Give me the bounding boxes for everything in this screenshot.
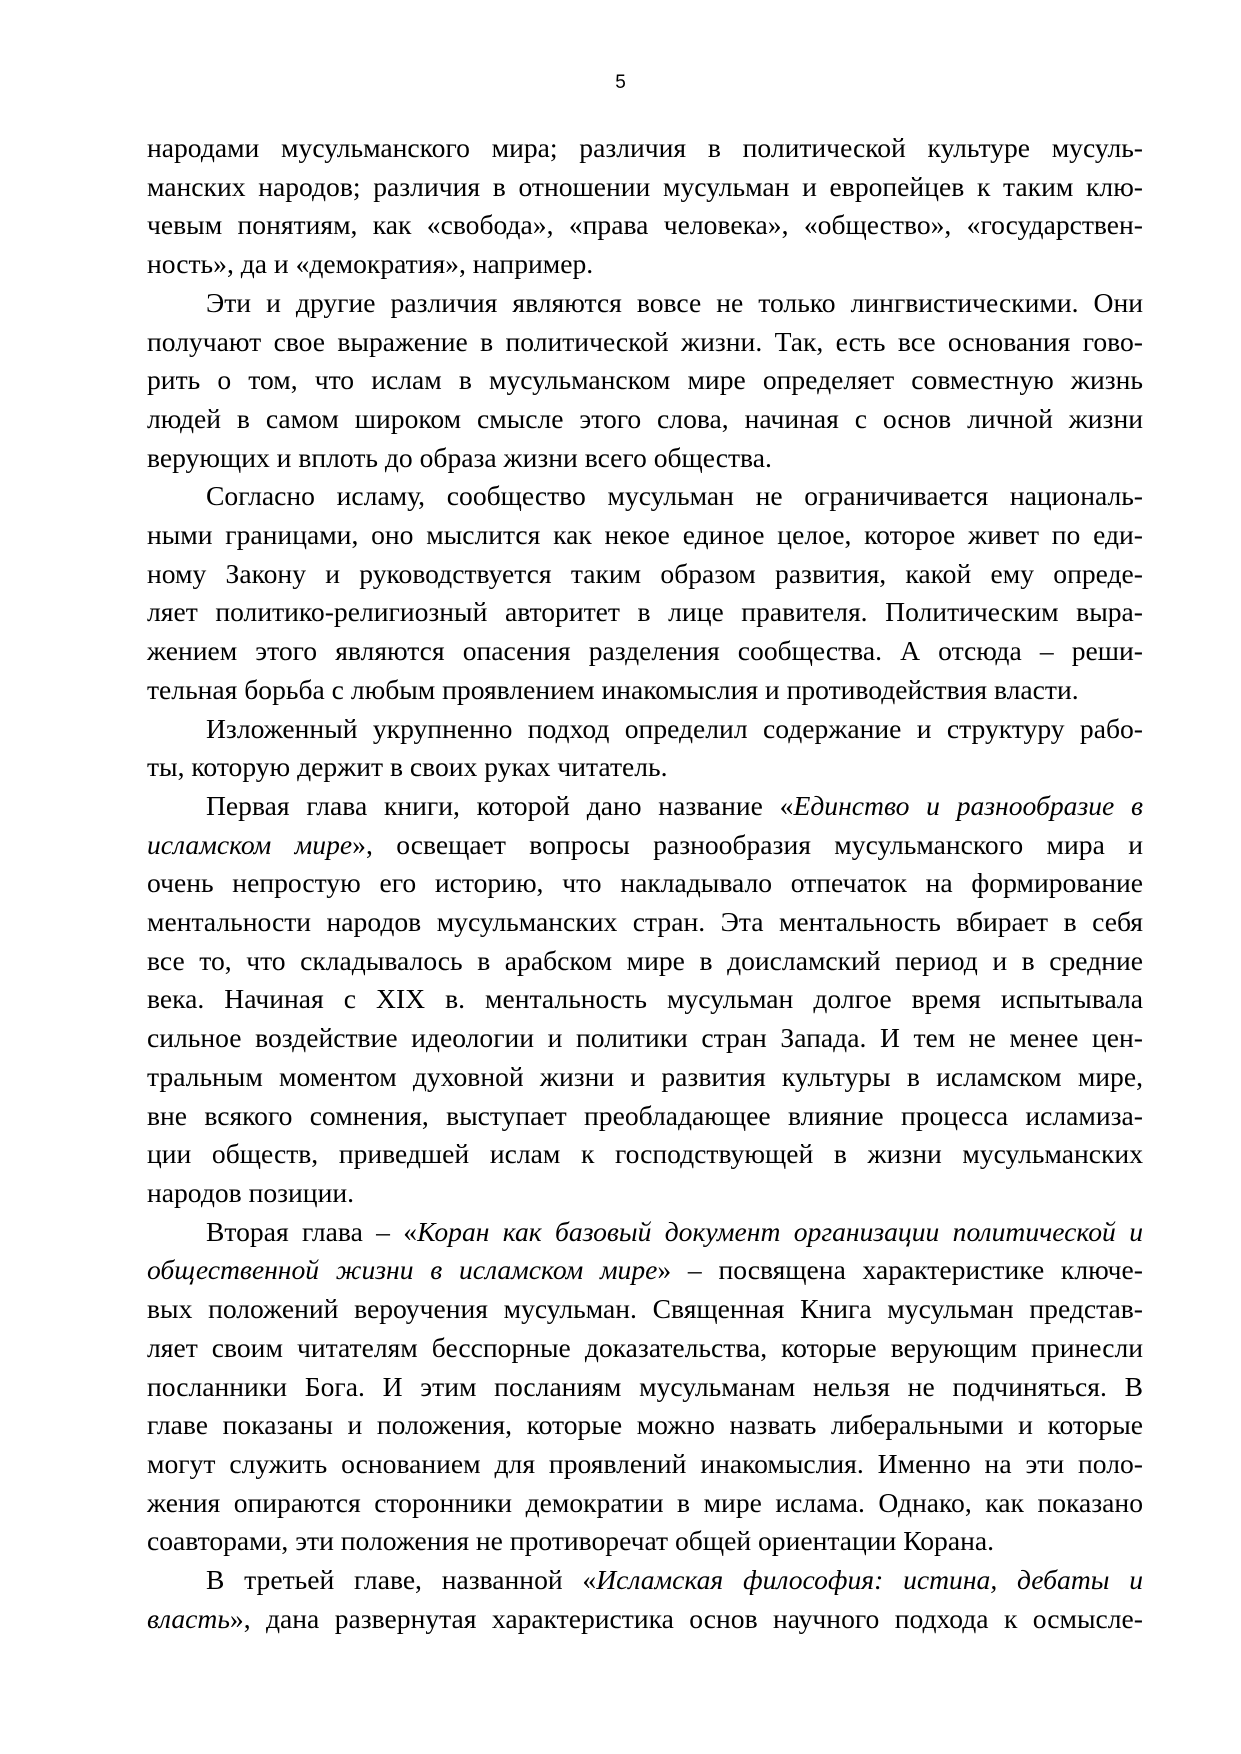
text-line: ментальности народов мусульманских стран. Эта ментальность вбирает в себя xyxy=(147,906,1143,938)
text-line xyxy=(147,787,1143,826)
text-line: Эти и другие различия являются вовсе не только лингвистическими. Они xyxy=(206,286,1143,318)
text-line: ции обществ, приведшей ислам к господствующей в жизни мусульманских xyxy=(147,1138,1143,1170)
page-number: 5 xyxy=(615,72,626,93)
text-line: получают свое выражение в политической жизни. Так, есть все основания гово- xyxy=(147,325,1143,357)
text-line: ному Закону и руководствуется таким образом развития, какой ему опреде- xyxy=(147,557,1143,589)
text-line: вых положений вероучения мусульман. Священная Книга мусульман представ- xyxy=(147,1293,1143,1325)
text-line xyxy=(147,1251,1143,1290)
text-line: Согласно исламу, сообщество мусульман не ограничивается националь- xyxy=(206,480,1143,512)
text-line: ляет своим читателям бесспорные доказательства, которые верующим принесли xyxy=(147,1331,1143,1363)
text-line: посланники Бога. И этим посланиям мусульманам нельзя не подчиняться. В xyxy=(147,1370,1143,1402)
text-run: В третьей главе, названной « xyxy=(206,1564,597,1596)
paragraph xyxy=(147,710,1143,787)
italic-title-text: исламском мире xyxy=(147,828,353,860)
text-line: жения опираются сторонники демократии в мире ислама. Однако, как показано xyxy=(147,1486,1143,1518)
text-line: века. Начиная с XIX в. ментальность мусульман долгое время испытывала xyxy=(147,983,1143,1015)
text-line: ность», да и «демократия», например. xyxy=(147,248,594,280)
text-line: манских народов; различия в отношении мусульман и европейцев к таким клю- xyxy=(147,170,1143,202)
italic-title-text: Коран как базовый документ организации политической и xyxy=(417,1215,1143,1247)
text-line: могут служить основанием для проявлений инакомыслия. Именно на эти поло- xyxy=(147,1447,1143,1479)
text-line: ными границами, оно мыслится как некое единое целое, которое живет по еди- xyxy=(147,519,1143,551)
paragraph xyxy=(147,129,1143,284)
text-line: ты, которую держит в своих руках читатель. xyxy=(147,751,668,783)
text-run: Вторая глава – « xyxy=(206,1215,418,1247)
text-line: все то, что складывалось в арабском мире в доисламский период и в средние xyxy=(147,944,1143,976)
text-line: народами мусульманского мира; различия в политической культуре мусуль- xyxy=(147,132,1143,163)
italic-title-text: власть xyxy=(147,1602,230,1634)
text-run: », дана развернутая характеристика основ научного подхода к осмысле- xyxy=(229,1602,1143,1634)
italic-title-text: Исламская философия: истина, дебаты и xyxy=(596,1564,1143,1596)
text-run: Первая глава книги, которой дано название « xyxy=(206,789,794,821)
text-line: соавторами, эти положения не противоречат общей ориентации Корана. xyxy=(147,1525,995,1557)
text-run: » – посвящена характеристике ключе- xyxy=(657,1254,1143,1286)
text-line: людей в самом широком смысле этого слова, начиная с основ личной жизни xyxy=(147,402,1143,434)
text-line: чевым понятиям, как «свобода», «права человека», «общество», «государствен- xyxy=(147,209,1143,241)
text-line xyxy=(147,1561,1143,1600)
text-line: жением этого являются опасения разделения сообщества. А отсюда – реши- xyxy=(147,635,1143,667)
text-line: тельная борьба с любым проявлением инакомыслия и противодействия власти. xyxy=(147,673,1079,705)
text-line: Изложенный укрупненно подход определил содержание и структуру рабо- xyxy=(206,712,1143,744)
text-line xyxy=(147,826,1143,865)
text-line: тральным моментом духовной жизни и развития культуры в исламском мире, xyxy=(147,1060,1143,1092)
italic-title-text: Единство и разнообразие в xyxy=(793,789,1143,821)
text-line: вне всякого сомнения, выступает преобладающее влияние процесса исламиза- xyxy=(147,1099,1143,1131)
paragraph xyxy=(147,787,1143,1213)
text-line xyxy=(147,1600,1143,1639)
paragraph xyxy=(147,477,1143,709)
text-line: рить о том, что ислам в мусульманском мире определяет совместную жизнь xyxy=(147,364,1143,396)
text-line: главе показаны и положения, которые можно назвать либеральными и которые xyxy=(147,1409,1143,1441)
body-text xyxy=(147,129,1143,1638)
paragraph xyxy=(147,284,1143,478)
text-line: народов позиции. xyxy=(147,1176,355,1208)
paragraph xyxy=(147,1561,1143,1638)
text-line: очень непростую его историю, что накладывало отпечаток на формирование xyxy=(147,867,1143,899)
paragraph xyxy=(147,1213,1143,1561)
text-line xyxy=(147,1213,1143,1252)
text-line: верующих и вплоть до образа жизни всего общества. xyxy=(147,441,772,473)
text-line: ляет политико-религиозный авторитет в лице правителя. Политическим выра- xyxy=(147,596,1143,628)
text-line: сильное воздействие идеологии и политики стран Запада. И тем не менее цен- xyxy=(147,1022,1143,1054)
italic-title-text: общественной жизни в исламском мире xyxy=(147,1254,658,1286)
text-run: », освещает вопросы разнообразия мусульманского мира и xyxy=(352,828,1143,860)
